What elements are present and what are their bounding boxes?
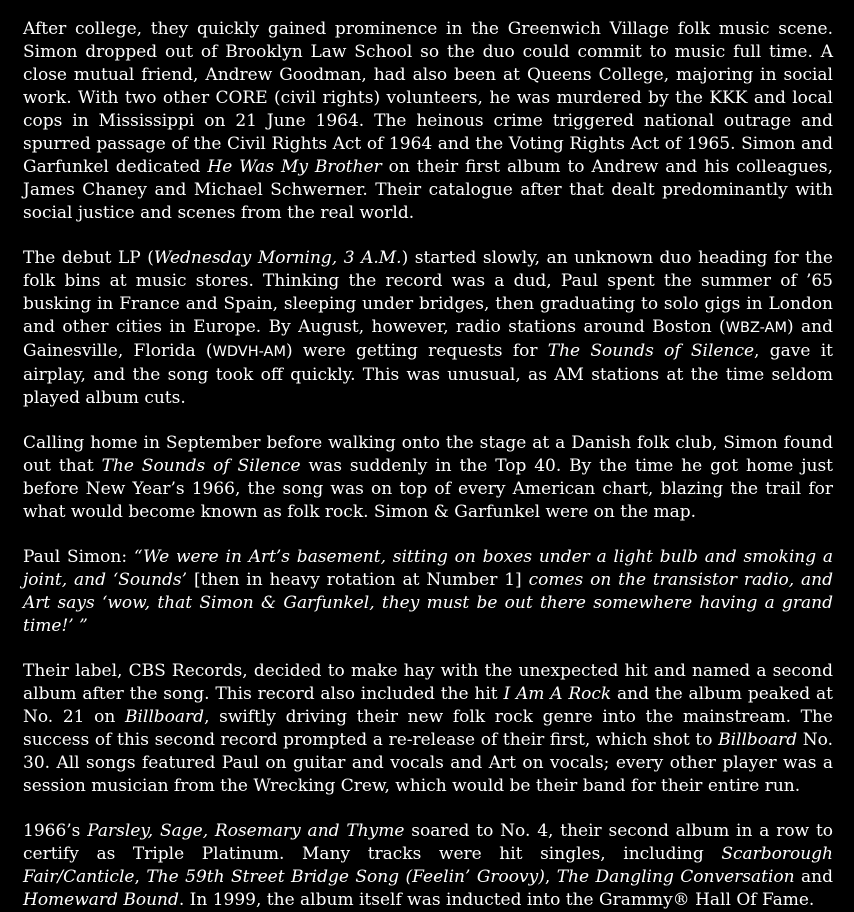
paragraph-text: , gave it airplay, and the song took off quickly. This was unusual, as AM stations at the time seldom played album cuts. (23, 341, 833, 408)
paragraph-top-40 (23, 432, 833, 524)
song-title-59th-street-bridge: The 59th Street Bridge Song (Feelin’ Groovy) (146, 867, 545, 887)
song-title-he-was-my-brother: He Was My Brother (207, 157, 382, 177)
song-title-i-am-a-rock: I Am A Rock (503, 684, 612, 704)
paragraph-text: on their first album to Andrew and his colleagues, James Chaney and Michael Schwerner. Their catalogue after that dealt predominantly with social justice and scenes from the real world. (23, 157, 833, 223)
paragraph-text: After college, they quickly gained prominence in the Greenwich Village folk music scene. Simon dropped out of Brooklyn Law School so the duo could commit to music full time. A close mutual friend, Andrew Goodman, had also been at Queens College, majoring in social work. With two other CORE (civil rights) volunteers, he was murdered by the KKK and local cops in Mississippi on 21 June 1964. The heinous crime triggered national outrage and spurred passage of the Civil Rights Act of 1964 and the Voting Rights Act of 1965. Simon and Garfunkel dedicated (23, 19, 833, 177)
song-title-sounds-of-silence: The Sounds of Silence (547, 341, 755, 361)
paragraph-text: and (794, 867, 834, 887)
paragraph-text: Calling home in September before walking onto the stage at a Danish folk club, Simon found out that (23, 433, 833, 476)
paragraph-text: was suddenly in the Top 40. By the time he got home just before New Year’s 1966, the song was on top of every American chart, blazing the trail for what would become known as folk rock. Simon & Garfunkel were on the map. (23, 456, 834, 522)
paragraph-greenwich-village (23, 18, 833, 225)
paragraph-text: and the album peaked at No. 21 on (23, 684, 833, 727)
paragraph-paul-simon-quote (23, 546, 833, 638)
paragraph-text: 1966’s (23, 821, 88, 841)
publication-billboard: Billboard (124, 707, 205, 727)
paragraph-debut-lp (23, 247, 833, 410)
song-title-sounds-of-silence: The Sounds of Silence (101, 456, 301, 476)
paragraph-text: ) were getting requests for (285, 341, 548, 361)
publication-billboard: Billboard (718, 730, 798, 750)
paragraph-text: ) and Gainesville, Florida ( (23, 317, 833, 361)
quote-text: “We were in Art’s basement, sitting on boxes under a light bulb and smoking a joint, and ‘Sounds’ (23, 547, 833, 590)
paragraph-text: . In 1999, the album itself was inducted into the Grammy® Hall Of Fame. (178, 890, 815, 910)
paragraph-parsley-sage (23, 820, 833, 912)
article-body (23, 18, 833, 912)
album-title-wednesday-morning: Wednesday Morning, 3 A.M. (153, 248, 402, 268)
paragraph-text: , swiftly driving their new folk rock genre into the mainstream. The success of this second record prompted a re-release of their first, which shot to (23, 707, 833, 750)
paragraph-text: The debut LP ( (23, 248, 154, 268)
paragraph-text: [then in heavy rotation at Number 1] (187, 570, 529, 590)
paragraph-text: , (134, 867, 147, 887)
paragraph-cbs-records (23, 660, 833, 798)
quote-text: comes on the transistor radio, and Art says ‘wow, that Simon & Garfunkel, they must be out there somewhere having a grand time!’ ” (23, 570, 833, 636)
paragraph-text: No. 30. All songs featured Paul on guitar and vocals and Art on vocals; every other player was a session musician from the Wrecking Crew, which would be their band for their entire run. (23, 730, 833, 796)
song-title-homeward-bound: Homeward Bound (23, 890, 179, 910)
paragraph-text: Their label, CBS Records, decided to make hay with the unexpected hit and named a second album after the song. This record also included the hit (23, 661, 833, 704)
paragraph-text: Paul Simon: (23, 547, 134, 567)
station-callsign-wbz: WBZ-AM (725, 320, 787, 336)
album-title-parsley-sage: Parsley, Sage, Rosemary and Thyme (87, 821, 405, 841)
station-callsign-wdvh: WDVH-AM (212, 344, 286, 360)
paragraph-text: soared to No. 4, their second album in a row to certify as Triple Platinum. Many tracks were hit singles, including (23, 821, 834, 864)
song-title-scarborough-fair: Scarborough Fair/Canticle (23, 844, 833, 887)
paragraph-text: ) started slowly, an unknown duo heading for the folk bins at music stores. Thinking the record was a dud, Paul spent the summer of ’65 busking in France and Spain, sleeping under bridges, then graduating to solo gigs in London and other cities in Europe. By August, however, radio stations around Boston ( (23, 248, 833, 337)
paragraph-text: , (544, 867, 557, 887)
song-title-dangling-conversation: The Dangling Conversation (556, 867, 795, 887)
